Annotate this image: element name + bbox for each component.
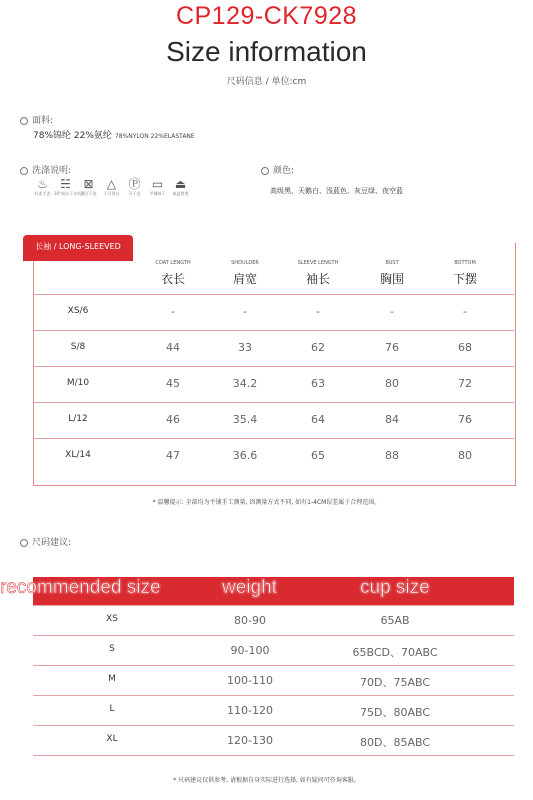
- fabric-label: [20, 113, 53, 126]
- recommend-header-weight: weight: [222, 577, 277, 598]
- value-cell: 76: [385, 341, 399, 354]
- wash-item: [146, 177, 169, 197]
- value-cell: 76: [458, 413, 472, 426]
- value-cell: 35.4: [232, 413, 258, 426]
- wash-item-text: 不可漂白: [103, 191, 120, 196]
- recommend-cup-cell: 70D、75ABC: [359, 676, 431, 689]
- value-cell: -: [316, 305, 320, 318]
- wash-item: [54, 177, 86, 197]
- recommend-size-cell: XL: [106, 734, 118, 744]
- page-title: Size information: [166, 36, 367, 67]
- column-header-en: BOTTOM: [454, 260, 476, 266]
- wash-icons: [31, 177, 192, 197]
- column-header-en: SLEEVE LENGTH: [297, 260, 339, 266]
- low-iron-icon: ⏏: [174, 177, 187, 191]
- bullet-icon: [20, 539, 28, 547]
- column-header-en: SHOULDER: [231, 260, 259, 266]
- wash-item-text: 不可干洗: [80, 191, 97, 196]
- size-tab: 长袖 / LONG-SLEEVED: [23, 235, 133, 261]
- bullet-icon: [20, 117, 28, 125]
- fabric-label-text: 面料:: [32, 116, 54, 126]
- value-cell: 63: [311, 377, 325, 390]
- column-header-en: COAT LENGTH: [155, 260, 191, 266]
- value-cell: 36.6: [232, 449, 258, 462]
- page-subtitle: 尺码信息 / 单位:cm: [226, 77, 307, 87]
- size-cell: XS/6: [67, 306, 89, 316]
- dryclean-p-icon: Ⓟ: [128, 177, 141, 191]
- recommend-cup-cell: 75D、80ABC: [359, 706, 431, 719]
- colors-value: 高级黑、天鹅白、浅蓝色、灰豆绿、夜空蓝: [270, 187, 403, 195]
- wash-item-text: 低温熨烫: [172, 191, 189, 196]
- value-cell: 72: [458, 377, 472, 390]
- column-header-zh: 肩宽: [232, 272, 257, 286]
- no-dryclean-icon: ⊠: [83, 177, 94, 191]
- recommend-weight-cell: 90-100: [230, 644, 270, 657]
- recommend-size-cell: S: [109, 644, 115, 654]
- wash-item-text: 平铺晾干: [149, 191, 166, 196]
- value-cell: 33: [238, 341, 252, 354]
- recommend-size-cell: L: [109, 704, 115, 714]
- wash-item-text: 可干洗: [128, 191, 141, 196]
- column-header-zh: 衣长: [160, 272, 185, 286]
- wash-item: [169, 177, 192, 197]
- column-header-en: BUST: [385, 260, 399, 266]
- value-cell: 47: [166, 449, 180, 462]
- recommend-size-cell: XS: [106, 614, 118, 624]
- recommend-label-text: 尺码建议:: [32, 538, 72, 548]
- wash-item: [100, 177, 123, 197]
- value-cell: 62: [311, 341, 325, 354]
- wash-label-text: 洗涤说明:: [32, 166, 72, 176]
- recommend-header-size: recommended size: [0, 577, 161, 598]
- no-bleach-icon: △: [106, 177, 117, 191]
- bullet-icon: [261, 167, 269, 175]
- fabric-value: [33, 128, 195, 141]
- wash-item: [31, 177, 54, 197]
- measurement-note: * 温馨提示: 全部均为平铺手工测量, 因测量方式不同, 如有1-4CM误差属于合理范围。: [152, 499, 381, 506]
- recommend-weight-cell: 100-110: [227, 674, 273, 687]
- wash-item-text: 轻柔手洗: [34, 191, 51, 196]
- size-cell: M/10: [66, 378, 90, 388]
- value-cell: 46: [166, 413, 180, 426]
- bullet-icon: [20, 167, 28, 175]
- product-code: CP129-CK7928: [175, 2, 358, 30]
- value-cell: 64: [311, 413, 325, 426]
- value-cell: 80: [385, 377, 399, 390]
- recommend-cup-cell: 80D、85ABC: [359, 736, 431, 749]
- wash-item-text: 30°或以下水机洗: [54, 191, 86, 196]
- value-cell: 68: [458, 341, 472, 354]
- wash-item: [123, 177, 146, 197]
- recommend-bottom-line: [33, 755, 514, 756]
- wash-item: [77, 177, 100, 197]
- column-header-zh: 袖长: [305, 272, 330, 286]
- recommend-weight-cell: 80-90: [234, 614, 266, 627]
- recommend-weight-cell: 120-130: [227, 734, 273, 747]
- recommend-size-cell: M: [108, 674, 116, 684]
- value-cell: 65: [311, 449, 325, 462]
- recommend-cup-cell: 65AB: [380, 614, 410, 627]
- column-header-zh: 下摆: [452, 272, 477, 286]
- wash-30-icon: ☵: [60, 177, 71, 191]
- size-cell: XL/14: [65, 450, 91, 460]
- value-cell: 34.2: [232, 377, 258, 390]
- recommend-note: * 尺码建议仅供参考, 请根据自身实际进行选择, 如有疑问可咨询客服。: [173, 777, 360, 784]
- value-cell: 88: [385, 449, 399, 462]
- size-cell: S/8: [70, 342, 86, 352]
- color-label: [261, 163, 294, 176]
- wash-label: [20, 163, 71, 176]
- value-cell: 80: [458, 449, 472, 462]
- column-header-zh: 胸围: [379, 272, 404, 286]
- fabric-value-zh: 78%锦纶 22%氨纶: [33, 131, 112, 141]
- value-cell: -: [243, 305, 247, 318]
- recommend-label: [20, 535, 71, 548]
- recommend-cup-cell: 65BCD、70ABC: [352, 646, 438, 659]
- color-label-text: 颜色:: [273, 166, 295, 176]
- fabric-value-en: 78%NYLON 22%ELASTANE: [114, 133, 195, 140]
- recommend-header-cup: cup size: [360, 577, 430, 598]
- recommend-weight-cell: 110-120: [227, 704, 273, 717]
- value-cell: -: [463, 305, 467, 318]
- value-cell: -: [390, 305, 394, 318]
- value-cell: 44: [166, 341, 180, 354]
- value-cell: 45: [166, 377, 180, 390]
- flat-dry-icon: ▭: [151, 177, 164, 191]
- size-cell: L/12: [68, 414, 88, 424]
- value-cell: 84: [385, 413, 399, 426]
- value-cell: -: [171, 305, 175, 318]
- hand-wash-icon: ♨: [37, 177, 48, 191]
